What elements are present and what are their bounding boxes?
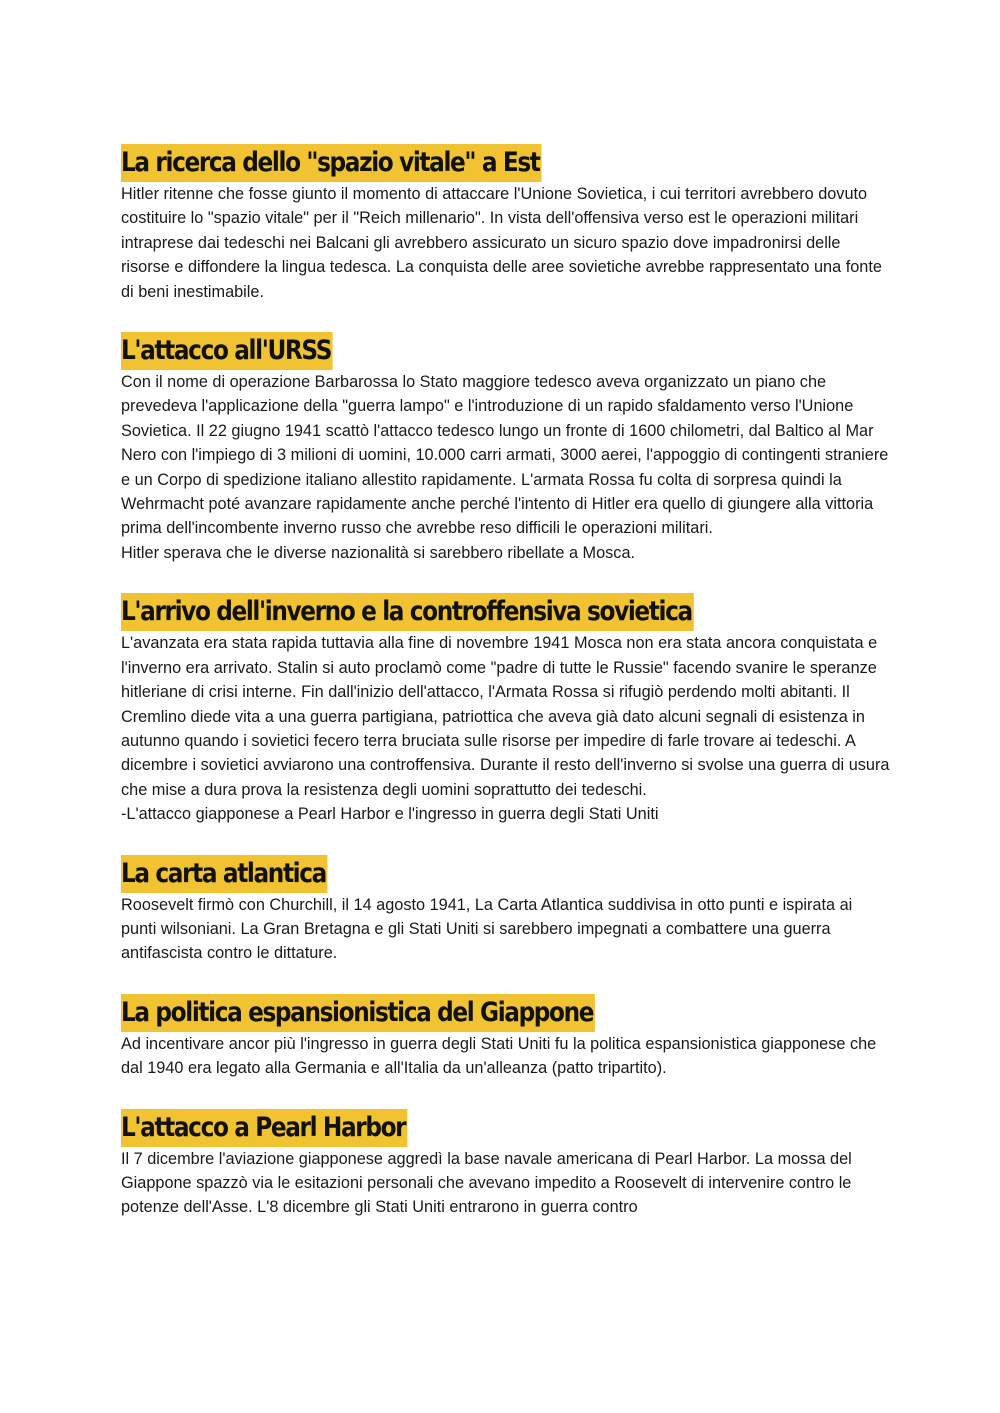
document-page [121,144,891,1220]
section-heading: L'arrivo dell'inverno e la controffensiva sovietica [121,593,694,631]
section-heading: La carta atlantica [121,855,328,893]
section-paragraph: Con il nome di operazione Barbarossa lo Stato maggiore tedesco aveva organizzato un piano che prevedeva l'applicazione della "guerra lampo" e l'introduzione di un rapido sfaldamento verso l'Unione Sovietica. Il 22 giugno 1941 scattò l'attacco tedesco lungo un fronte di 1600 chilometri, dal Baltico al Mar Nero con l'impiego di 3 milioni di uomini, 10.000 carri armati, 3000 aerei, l'appoggio di contingenti straniere e un Corpo di spedizione italiano allestito rapidamente. L'armata Rossa fu colta di sorpresa quindi la Wehrmacht poté avanzare rapidamente anche perché l'intento di Hitler era quello di giungere alla vittoria prima dell'incombente inverno russo che avrebbe reso difficili le operazioni militari. [121,373,889,538]
section-politica-giappone [121,994,891,1081]
section-paragraph: L'avanzata era stata rapida tuttavia alla fine di novembre 1941 Mosca non era stata ancora conquistata e l'inverno era arrivato. Stalin si auto proclamò come "padre di tutte le Russie" facendo svanire le speranze hitleriane di crisi interne. Fin dall'inizio dell'attacco, l'Armata Rossa si rifugiò perdendo molti abitanti. Il Cremlino diede vita a una guerra partigiana, patriottica che aveva già dato alcuni segnali di esistenza in autunno quando i sovietici fecero terra bruciata sulle risorse per impedire di farle trovare ai tedeschi. A dicembre i sovietici avviarono una controffensiva. Durante il resto dell'inverno si svolse una guerra di usura che mise a dura prova la resistenza degli uomini soprattutto dei tedeschi. [121,634,890,799]
section-paragraph: Il 7 dicembre l'aviazione giapponese aggredì la base navale americana di Pearl Harbor. La mossa del Giappone spazzò via le esitazioni personali che avevano impedito a Roosevelt di intervenire contro le potenze dell'Asse. L'8 dicembre gli Stati Uniti entrarono in guerra contro [121,1149,852,1217]
section-spacer [121,565,891,593]
section-paragraph: -L'attacco giapponese a Pearl Harbor e l'ingresso in guerra degli Stati Uniti [121,805,659,824]
section-pearl-harbor [121,1109,891,1220]
section-attacco-urss [121,332,891,565]
section-inverno-controffensiva [121,593,891,826]
section-heading: L'attacco all'URSS [121,332,333,370]
section-spacer [121,966,891,994]
section-paragraph: Hitler ritenne che fosse giunto il momento di attaccare l'Unione Sovietica, i cui territori avrebbero dovuto costituire lo "spazio vitale" per il "Reich millenario". In vista dell'offensiva verso est le operazioni militari intraprese dai tedeschi nei Balcani gli avrebbero assicurato un sicuro spazio dove impadronirsi delle risorse e diffondere la lingua tedesca. La conquista delle aree sovietiche avrebbe rappresentato una fonte di beni inestimabile. [121,185,882,301]
section-heading: La politica espansionistica del Giappone [121,994,595,1032]
section-spacer [121,304,891,332]
section-spacer [121,827,891,855]
section-carta-atlantica [121,855,891,966]
section-spazio-vitale [121,144,891,304]
section-paragraph: Roosevelt firmò con Churchill, il 14 agosto 1941, La Carta Atlantica suddivisa in otto punti e ispirata ai punti wilsoniani. La Gran Bretagna e gli Stati Uniti si sarebbero impegnati a combattere una guerra antifascista contro le dittature. [121,895,853,963]
section-heading: La ricerca dello "spazio vitale" a Est [121,144,541,182]
section-paragraph: Ad incentivare ancor più l'ingresso in guerra degli Stati Uniti fu la politica espansionistica giapponese che dal 1940 era legato alla Germania e all'Italia da un'alleanza (patto tripartito). [121,1034,877,1078]
section-paragraph: Hitler sperava che le diverse nazionalità si sarebbero ribellate a Mosca. [121,543,636,562]
section-heading: L'attacco a Pearl Harbor [121,1109,407,1147]
section-spacer [121,1081,891,1109]
